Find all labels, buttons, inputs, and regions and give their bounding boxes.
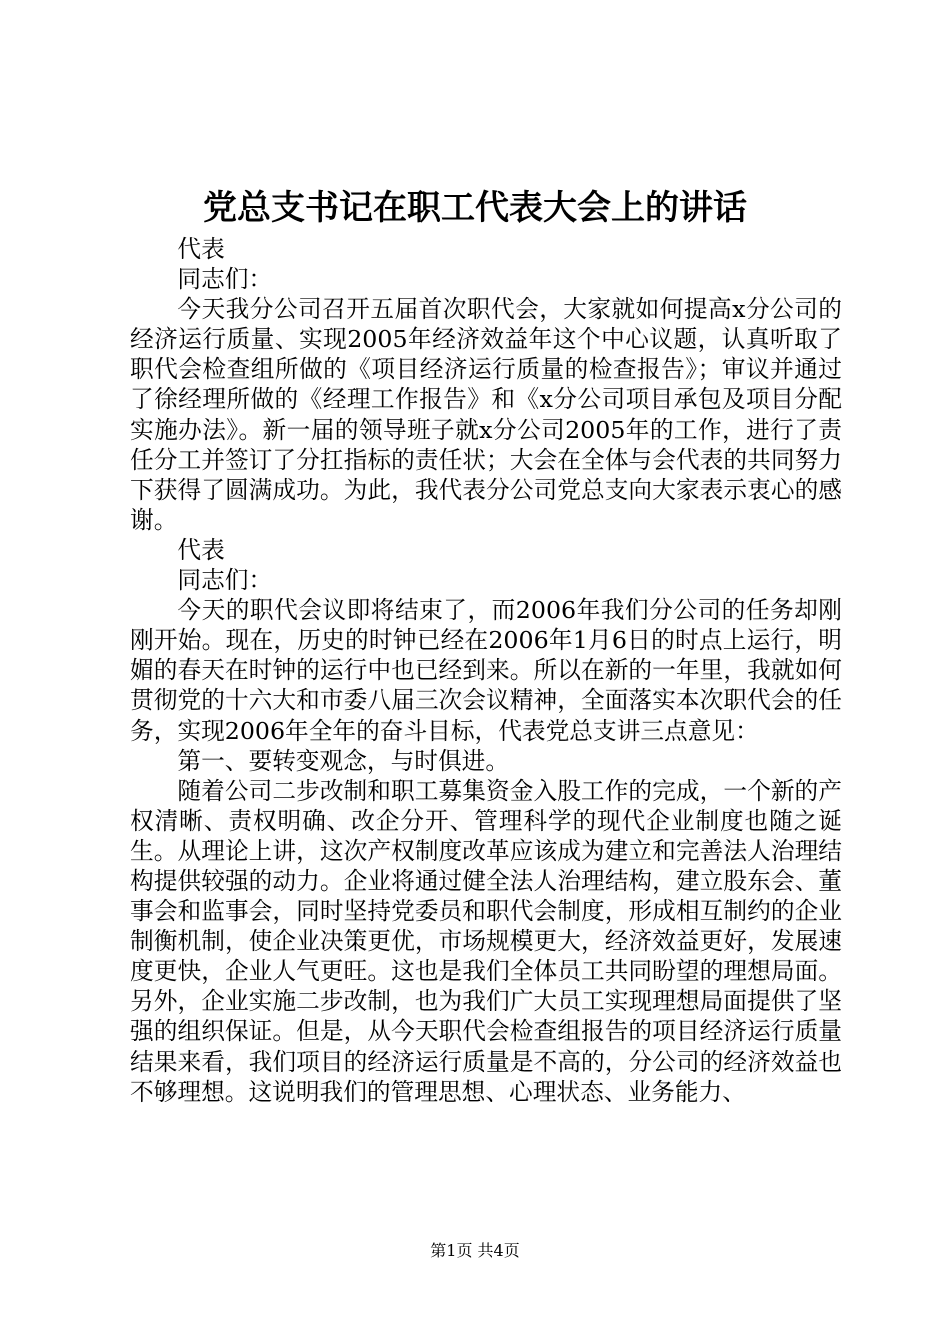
page-footer xyxy=(0,1241,950,1261)
page-total: 共4页 xyxy=(477,1241,520,1260)
document-body xyxy=(130,234,842,1107)
salutation-comrades: 同志们： xyxy=(177,566,273,595)
paragraph-new-year: 今天的职代会议即将结束了，而2006年我们分公司的任务却刚刚开始。现在，历史的时钟已经在2006年1月6日的时点上运行，明媚的春天在时钟的运行中也已经到来。所以在新的一年里，我就如何贯彻党的十六大和市委八届三次会议精神，全面落实本次职代会的任务，实现2006年全年的奋斗目标，代表党总支讲三点意见： xyxy=(130,596,842,745)
section-heading-first: 第一、要转变观念，与时俱进。 xyxy=(177,746,510,775)
salutation-representatives: 代表 xyxy=(177,235,225,263)
paragraph-opening: 今天我分公司召开五届首次职代会，大家就如何提高x分公司的经济运行质量、实现2005年经济效益年这个中心议题，认真听取了职代会检查组所做的《项目经济运行质量的检查报告》；审议并通过了徐经理所做的《经理工作报告》和《x分公司项目承包及项目分配实施办法》。新一届的领导班子就x分公司2005年的工作，进行了责任分工并签订了分扛指标的责任状；大会在全体与会代表的共同努力下获得了圆满成功。为此，我代表分公司党总支向大家表示衷心的感谢。 xyxy=(130,295,842,534)
document-title: 党总支书记在职工代表大会上的讲话 xyxy=(203,188,747,228)
salutation-comrades: 同志们： xyxy=(177,265,273,294)
page-number: 第1页 xyxy=(430,1241,473,1260)
salutation-representatives: 代表 xyxy=(177,535,225,564)
paragraph-reform: 随着公司二步改制和职工募集资金入股工作的完成，一个新的产权清晰、责权明确、改企分开、管理科学的现代企业制度也随之诞生。从理论上讲，这次产权制度改革应该成为建立和完善法人治理结构提供较强的动力。企业将通过健全法人治理结构，建立股东会、董事会和监事会，同时坚持党委员和职代会制度，形成相互制约的企业制衡机制，使企业决策更优，市场规模更大，经济效益更好，发展速度更快，企业人气更旺。这也是我们全体员工共同盼望的理想局面。另外，企业实施二步改制，也为我们广大员工实现理想局面提供了坚强的组织保证。但是，从今天职代会检查组报告的项目经济运行质量结果来看，我们项目的经济运行质量是不高的，分公司的经济效益也不够理想。这说明我们的管理思想、心理状态、业务能力、 xyxy=(130,776,842,1106)
